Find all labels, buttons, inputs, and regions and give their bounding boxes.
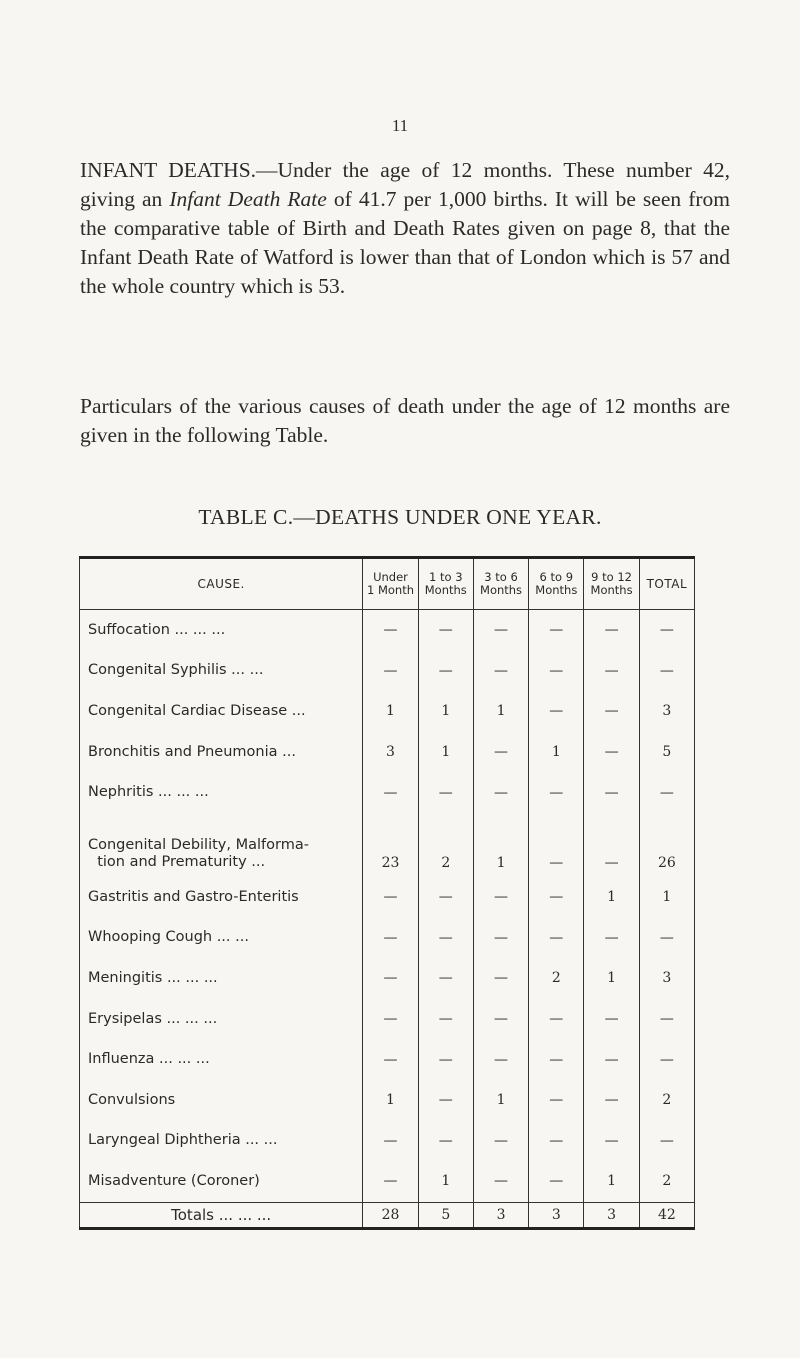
page-number: 11	[391, 116, 409, 135]
cell: 23	[363, 813, 418, 877]
cell: —	[529, 610, 584, 651]
table-title: TABLE C.—DEATHS UNDER ONE YEAR.	[198, 505, 602, 529]
table-row	[80, 1161, 695, 1202]
cell: 1	[363, 1080, 418, 1121]
paragraph-infant-deaths	[80, 156, 730, 301]
cell: 2	[418, 813, 473, 877]
cell: —	[363, 1121, 418, 1162]
cell: —	[363, 958, 418, 999]
row-cause: Whooping Cough ... ...	[80, 918, 363, 959]
cell: —	[584, 772, 639, 813]
cell: —	[529, 772, 584, 813]
table-row	[80, 999, 695, 1040]
cell: —	[473, 1039, 528, 1080]
cell: —	[473, 958, 528, 999]
table-row	[80, 918, 695, 959]
table-row	[80, 1121, 695, 1162]
cell: —	[529, 877, 584, 918]
cell: 1	[529, 732, 584, 773]
cell: 1	[473, 691, 528, 732]
cell-total: 26	[639, 813, 694, 877]
row-cause: Congenital Cardiac Disease ...	[80, 691, 363, 732]
cell: —	[418, 958, 473, 999]
paragraph-text: of 41.7 per 1,000 births. It will be seen from the comparative table of Birth and Death Rates given on page 8, that the Infant Death Rate of Watford is lower than that of London which is 57 and the whole country which is 53.	[80, 187, 730, 298]
cell: —	[473, 772, 528, 813]
cell: —	[473, 877, 528, 918]
table-row	[80, 813, 695, 877]
table-row	[80, 1080, 695, 1121]
cell: 3	[363, 732, 418, 773]
cell: 1	[584, 877, 639, 918]
row-cause: Erysipelas ... ... ...	[80, 999, 363, 1040]
cell: —	[584, 691, 639, 732]
cell: —	[418, 918, 473, 959]
paragraph-particulars: Particulars of the various causes of death under the age of 12 months are given in the following Table.	[80, 394, 730, 447]
cell: 1	[473, 813, 528, 877]
table-header-row	[80, 558, 695, 610]
grand-total: 42	[639, 1202, 694, 1228]
table-row	[80, 732, 695, 773]
cell: 1	[473, 1080, 528, 1121]
cell: —	[529, 1039, 584, 1080]
cell-total: —	[639, 999, 694, 1040]
cell: —	[529, 651, 584, 692]
cell-total: 5	[639, 732, 694, 773]
cell: —	[363, 610, 418, 651]
total-cell: 3	[584, 1202, 639, 1228]
cell: —	[363, 772, 418, 813]
table-row	[80, 651, 695, 692]
total-cell: 3	[529, 1202, 584, 1228]
table-row	[80, 772, 695, 813]
cell-total: —	[639, 1039, 694, 1080]
row-cause: Influenza ... ... ...	[80, 1039, 363, 1080]
cell-total: 2	[639, 1161, 694, 1202]
cell: —	[529, 1121, 584, 1162]
cell: —	[473, 651, 528, 692]
row-cause: Nephritis ... ... ...	[80, 772, 363, 813]
row-cause: Convulsions	[80, 1080, 363, 1121]
table-row	[80, 1039, 695, 1080]
cell: —	[584, 610, 639, 651]
cell: —	[529, 813, 584, 877]
header-under-1-month: Under 1 Month	[363, 558, 418, 610]
cell: 1	[418, 1161, 473, 1202]
row-cause: Meningitis ... ... ...	[80, 958, 363, 999]
cell: —	[363, 877, 418, 918]
cell: —	[473, 610, 528, 651]
totals-label: Totals ... ... ...	[80, 1202, 363, 1228]
deaths-table	[79, 556, 695, 1230]
cell: —	[529, 999, 584, 1040]
cell: 1	[363, 691, 418, 732]
cell: —	[473, 1161, 528, 1202]
cell: —	[418, 999, 473, 1040]
total-cell: 5	[418, 1202, 473, 1228]
cell: —	[584, 918, 639, 959]
cell: —	[418, 877, 473, 918]
cell: —	[584, 1080, 639, 1121]
cell-total: —	[639, 772, 694, 813]
cell-total: 2	[639, 1080, 694, 1121]
paragraph-italic-term: Infant Death Rate	[169, 187, 327, 211]
header-1-to-3-months: 1 to 3 Months	[418, 558, 473, 610]
cell: —	[584, 999, 639, 1040]
cell: 1	[418, 691, 473, 732]
header-6-to-9-months: 6 to 9 Months	[529, 558, 584, 610]
cell: —	[418, 772, 473, 813]
cell: —	[584, 732, 639, 773]
table-row	[80, 610, 695, 651]
row-cause: Gastritis and Gastro-Enteritis	[80, 877, 363, 918]
cell: —	[363, 1161, 418, 1202]
cell: —	[363, 651, 418, 692]
cell: —	[363, 999, 418, 1040]
cell: 1	[584, 1161, 639, 1202]
cell: —	[418, 651, 473, 692]
cell: —	[584, 813, 639, 877]
cell: —	[418, 1121, 473, 1162]
cell-total: 1	[639, 877, 694, 918]
cell-total: 3	[639, 958, 694, 999]
cell: —	[529, 691, 584, 732]
table-row	[80, 691, 695, 732]
cell: —	[584, 1121, 639, 1162]
row-cause: Laryngeal Diphtheria ... ...	[80, 1121, 363, 1162]
header-cause: CAUSE.	[80, 558, 363, 610]
cell-total: —	[639, 651, 694, 692]
cell: —	[529, 918, 584, 959]
cell: 1	[584, 958, 639, 999]
cell: 1	[418, 732, 473, 773]
cell: —	[584, 651, 639, 692]
paragraph-text: INFANT DEATHS.—Under the age of 12 months. These number 42, giving an	[80, 158, 730, 211]
cell: —	[418, 1039, 473, 1080]
cell: —	[363, 918, 418, 959]
row-cause: Bronchitis and Pneumonia ...	[80, 732, 363, 773]
cell: —	[529, 1080, 584, 1121]
cell: —	[418, 1080, 473, 1121]
cell: —	[529, 1161, 584, 1202]
cell-total: —	[639, 918, 694, 959]
cell: —	[584, 1039, 639, 1080]
cell-total: —	[639, 1121, 694, 1162]
cell: 2	[529, 958, 584, 999]
table-row	[80, 958, 695, 999]
cell: —	[418, 610, 473, 651]
totals-row	[80, 1202, 695, 1228]
cell: —	[473, 918, 528, 959]
cell: —	[363, 1039, 418, 1080]
row-cause: Congenital Debility, Malforma- tion and Prematurity ...	[80, 813, 363, 877]
cell: —	[473, 1121, 528, 1162]
cell: —	[473, 999, 528, 1040]
total-cell: 28	[363, 1202, 418, 1228]
header-9-to-12-months: 9 to 12 Months	[584, 558, 639, 610]
table-row	[80, 877, 695, 918]
row-cause: Congenital Syphilis ... ...	[80, 651, 363, 692]
header-total: TOTAL	[639, 558, 694, 610]
cell: —	[473, 732, 528, 773]
cell-total: 3	[639, 691, 694, 732]
row-cause: Suffocation ... ... ...	[80, 610, 363, 651]
cell-total: —	[639, 610, 694, 651]
header-3-to-6-months: 3 to 6 Months	[473, 558, 528, 610]
total-cell: 3	[473, 1202, 528, 1228]
row-cause: Misadventure (Coroner)	[80, 1161, 363, 1202]
